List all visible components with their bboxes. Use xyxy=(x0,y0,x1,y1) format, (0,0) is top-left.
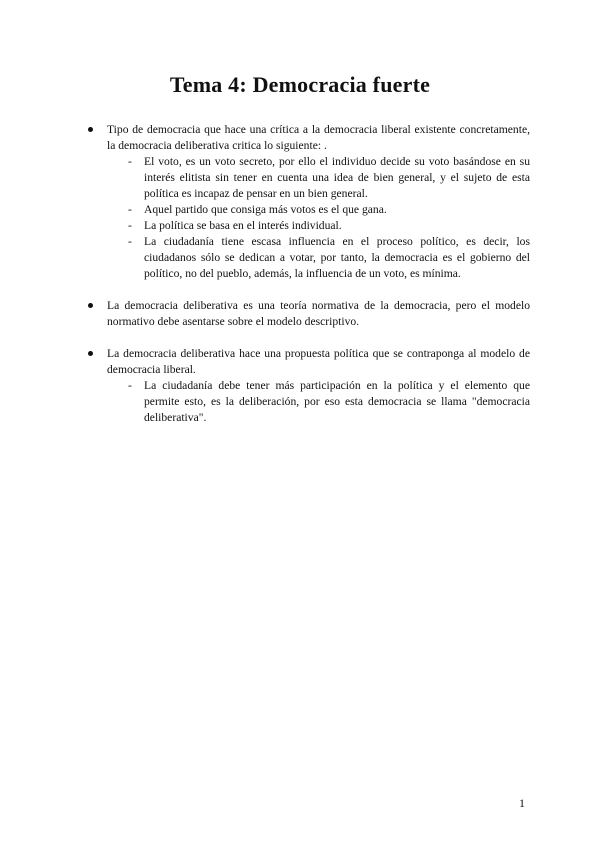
dash-marker: - xyxy=(128,235,132,248)
dash-marker: - xyxy=(128,203,132,216)
document-body xyxy=(86,122,530,426)
list-item xyxy=(86,122,530,282)
sub-list-item xyxy=(107,234,530,282)
bullet-icon xyxy=(88,127,93,132)
list-item-text: La democracia deliberativa hace una propuesta política que se contraponga al modelo de democracia liberal. xyxy=(107,347,530,376)
sub-list-item-text: La ciudadanía debe tener más participación en la política y el elemento que permite esto, es la deliberación, por eso esta democracia se llama "democracia deliberativa". xyxy=(144,379,530,424)
sub-list-item xyxy=(107,202,530,218)
sub-list-item xyxy=(107,154,530,202)
sub-list-item-text: La política se basa en el interés individual. xyxy=(144,219,342,232)
sub-list-item xyxy=(107,218,530,234)
list-item-text: Tipo de democracia que hace una crítica a la democracia liberal existente concretamente, la democracia deliberativa critica lo siguiente: . xyxy=(107,123,530,152)
sub-list-item-text: El voto, es un voto secreto, por ello el individuo decide su voto basándose en su interés elitista sin tener en cuenta una idea de bien general, y el sujeto de esta política es incapaz de pensar en un bien general. xyxy=(144,155,530,200)
list-item-text: La democracia deliberativa es una teoría normativa de la democracia, pero el modelo normativo debe asentarse sobre el modelo descriptivo. xyxy=(107,299,530,328)
page-title: Tema 4: Democracia fuerte xyxy=(169,72,431,97)
dash-marker: - xyxy=(128,155,132,168)
sub-list xyxy=(107,378,530,426)
dash-marker: - xyxy=(128,379,132,392)
list-item xyxy=(86,298,530,330)
list-item xyxy=(86,346,530,426)
page-number: 1 xyxy=(519,796,525,810)
sub-list-item xyxy=(107,378,530,426)
dash-marker: - xyxy=(128,219,132,232)
sub-list-item-text: Aquel partido que consiga más votos es el que gana. xyxy=(144,203,387,216)
bullet-icon xyxy=(88,303,93,308)
sub-list-item-text: La ciudadanía tiene escasa influencia en el proceso político, es decir, los ciudadanos sólo se dedican a votar, por tanto, la democracia es el gobierno del político, no del pueblo, además, la influencia de un voto, es mínima. xyxy=(144,235,530,280)
bullet-icon xyxy=(88,351,93,356)
sub-list xyxy=(107,154,530,282)
